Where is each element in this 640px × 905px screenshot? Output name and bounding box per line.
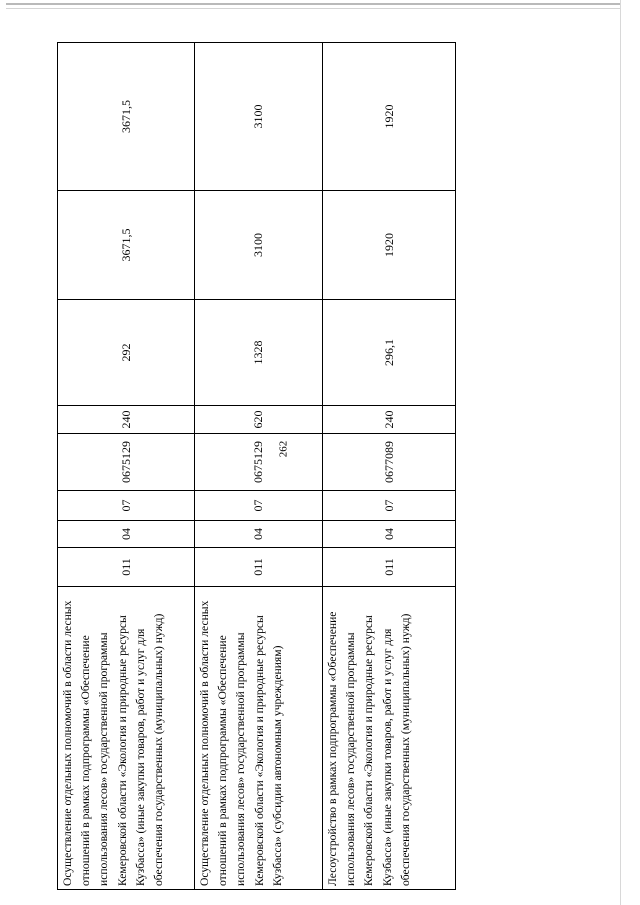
- scan-top-rule: [6, 3, 620, 5]
- table-row: [58, 43, 195, 890]
- row-3-ministry-code: 011: [323, 548, 456, 587]
- row-3-amount-1: 296,1: [323, 300, 456, 406]
- rotated-table-frame: [57, 43, 455, 890]
- row-1-target-article: 0675129: [58, 434, 195, 491]
- row-1-name: Осуществление отдельных полномочий в области лесных отношений в рамках подпрограммы «Обеспечение использования лесов» государственной программы Кемеровской области «Экология и природные ресурсы Кузбасса» (иные закупки товаров, работ и услуг для обеспечения государственных (муниципальных) нужд): [58, 587, 195, 890]
- row-1-amount-1: 292: [58, 300, 195, 406]
- page-number-text: 262: [277, 440, 289, 458]
- row-2-ministry-code: 011: [195, 548, 323, 587]
- row-2-amount-2: 3100: [195, 191, 323, 300]
- scan-top-rule-secondary: [6, 8, 620, 9]
- row-1-expense-type: 240: [58, 406, 195, 434]
- table-row: [323, 43, 456, 890]
- row-3-section-code: 04: [323, 521, 456, 548]
- row-3-amount-2: 1920: [323, 191, 456, 300]
- row-2-section-code: 04: [195, 521, 323, 548]
- row-2-expense-type: 620: [195, 406, 323, 434]
- row-3-subsection-code: 07: [323, 491, 456, 521]
- row-2-amount-1: 1328: [195, 300, 323, 406]
- row-1-subsection-code: 07: [58, 491, 195, 521]
- budget-table: [57, 42, 456, 890]
- row-3-name: Лесоустройство в рамках подпрограммы «Обеспечение использования лесов» государственной программы Кемеровской области «Экология и природные ресурсы Кузбасса» (иные закупки товаров, работ и услуг для обеспечения государственных (муниципальных) нужд): [323, 587, 456, 890]
- row-2-target-article: 0675129: [195, 434, 323, 491]
- row-2-subsection-code: 07: [195, 491, 323, 521]
- budget-table-container: [57, 43, 455, 890]
- row-3-target-article: 0677089: [323, 434, 456, 491]
- row-1-ministry-code: 011: [58, 548, 195, 587]
- row-3-amount-3: 1920: [323, 43, 456, 191]
- scan-side-rule: [620, 0, 621, 905]
- row-2-amount-3: 3100: [195, 43, 323, 191]
- row-1-section-code: 04: [58, 521, 195, 548]
- row-2-name: Осуществление отдельных полномочий в области лесных отношений в рамках подпрограммы «Обеспечение использования лесов» государственной программы Кемеровской области «Экология и природные ресурсы Кузбасса» (субсидии автономным учреждениям): [195, 587, 323, 890]
- table-row: [195, 43, 323, 890]
- row-3-expense-type: 240: [323, 406, 456, 434]
- row-1-amount-3: 3671,5: [58, 43, 195, 191]
- row-1-amount-2: 3671,5: [58, 191, 195, 300]
